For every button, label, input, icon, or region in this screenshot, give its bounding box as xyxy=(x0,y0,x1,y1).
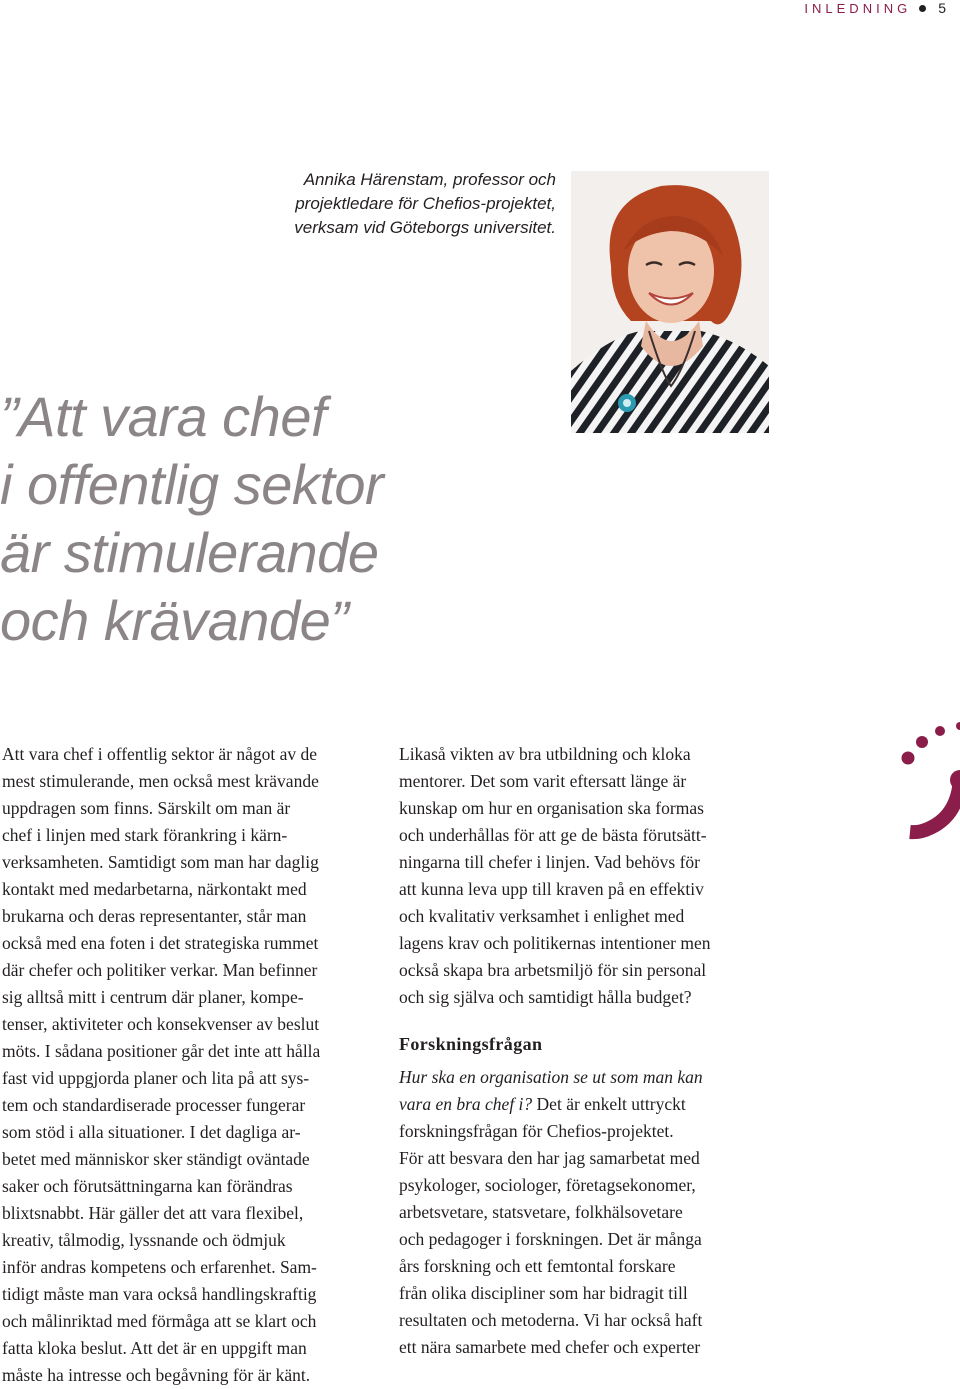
text-line: ett nära samarbete med chefer och experter xyxy=(399,1337,701,1357)
page-number: 5 xyxy=(938,0,946,16)
italic-question: Hur ska en organisation se ut som man kan xyxy=(399,1067,703,1087)
text-line: att kunna leva upp till kraven på en effektiv xyxy=(399,879,704,899)
text-line: och målinriktad med förmåga att se klart och xyxy=(2,1311,317,1331)
text-line: brukarna och deras representanter, står man xyxy=(2,906,307,926)
text-line: kunskap om hur en organisation ska formas xyxy=(399,798,704,818)
text-line: verksamheten. Samtidigt som man har daglig xyxy=(2,852,319,872)
quote-line: ”Att vara chef xyxy=(0,385,327,448)
text-line: möts. I sådana positioner går det inte att hålla xyxy=(2,1041,321,1061)
text-line: För att besvara den har jag samarbetat med xyxy=(399,1148,700,1168)
italic-question-end: vara en bra chef i? xyxy=(399,1094,533,1114)
text-line: psykologer, sociologer, företagsekonomer, xyxy=(399,1175,696,1195)
section-heading: Forskningsfrågan xyxy=(399,1034,543,1054)
text-line: resultaten och metoderna. Vi har också haft xyxy=(399,1310,703,1330)
section-label: INLEDNING xyxy=(804,0,912,16)
text-line: chef i linjen med stark förankring i kärn- xyxy=(2,825,288,845)
page-header xyxy=(804,0,946,16)
quote-line: är stimulerande xyxy=(0,521,379,584)
text-line: ningarna till chefer i linjen. Vad behövs för xyxy=(399,852,700,872)
text-line: arbetsvetare, statsvetare, folkhälsovetare xyxy=(399,1202,683,1222)
bullet-separator xyxy=(919,5,926,12)
text-line xyxy=(399,1064,771,1091)
text-line: sig alltså mitt i centrum där planer, kompe- xyxy=(2,987,304,1007)
caption-line: projektledare för Chefios-projektet, xyxy=(295,194,556,213)
text-line: fast vid uppgjorda planer och lita på att sys- xyxy=(2,1068,310,1088)
text-line: måste ha intresse och begåvning för är känt. xyxy=(2,1365,311,1385)
text-line: och sig själva och samtidigt hålla budget? xyxy=(399,987,692,1007)
text-line: också med ena foten i det strategiska rummet xyxy=(2,933,319,953)
text-line: betet med människor sker ständigt oväntade xyxy=(2,1149,310,1169)
text-line: tidigt måste man vara också handlingskraftig xyxy=(2,1284,317,1304)
caption-line: Annika Härenstam, professor och xyxy=(303,170,556,189)
text-line: tenser, aktiviteter och konsekvenser av beslut xyxy=(2,1014,320,1034)
text-line: mest stimulerande, men också mest krävande xyxy=(2,771,319,791)
text-line: kontakt med medarbetarna, närkontakt med xyxy=(2,879,307,899)
pull-quote xyxy=(0,383,383,655)
caption-line: verksam vid Göteborgs universitet. xyxy=(294,218,556,237)
text-line: och underhållas för att ge de bästa förutsätt- xyxy=(399,825,707,845)
quote-line: i offentlig sektor xyxy=(0,453,384,516)
right-column xyxy=(399,741,771,1361)
text-line: lagens krav och politikernas intentioner men xyxy=(399,933,711,953)
text-line: tem och standardiserade processer fungerar xyxy=(2,1095,306,1115)
decorative-arc-icon xyxy=(896,716,960,856)
text-line: saker och förutsättningarna kan förändras xyxy=(2,1176,293,1196)
text-line: från olika discipliner som har bidragit till xyxy=(399,1283,688,1303)
text-line: Likaså vikten av bra utbildning och kloka xyxy=(399,744,691,764)
text-line: blixtsnabbt. Här gäller det att vara flexibel, xyxy=(2,1203,304,1223)
text-line: fatta kloka beslut. Att det är en uppgift man xyxy=(2,1338,307,1358)
photo-caption xyxy=(246,168,556,240)
portrait-photo xyxy=(571,171,769,433)
text-line xyxy=(399,1091,771,1118)
text-line: där chefer och politiker verkar. Man befinner xyxy=(2,960,318,980)
text-fragment: Det är enkelt uttryckt xyxy=(532,1094,686,1114)
text-line: års forskning och ett femtontal forskare xyxy=(399,1256,676,1276)
text-line: också skapa bra arbetsmiljö för sin personal xyxy=(399,960,707,980)
text-line: och pedagoger i forskningen. Det är många xyxy=(399,1229,702,1249)
text-line: kreativ, tålmodig, lyssnande och ödmjuk xyxy=(2,1230,286,1250)
text-line: Att vara chef i offentlig sektor är något av de xyxy=(2,744,318,764)
text-line: forskningsfrågan för Chefios-projektet. xyxy=(399,1121,674,1141)
quote-line: och krävande” xyxy=(0,589,349,652)
text-line: som stöd i alla situationer. I det dagliga ar- xyxy=(2,1122,301,1142)
text-line: och kvalitativ verksamhet i enlighet med xyxy=(399,906,685,926)
text-line: uppdragen som finns. Särskilt om man är xyxy=(2,798,291,818)
text-line: inför andras kompetens och erfarenhet. Sam- xyxy=(2,1257,317,1277)
left-column xyxy=(2,741,374,1389)
text-line: mentorer. Det som varit eftersatt länge är xyxy=(399,771,687,791)
